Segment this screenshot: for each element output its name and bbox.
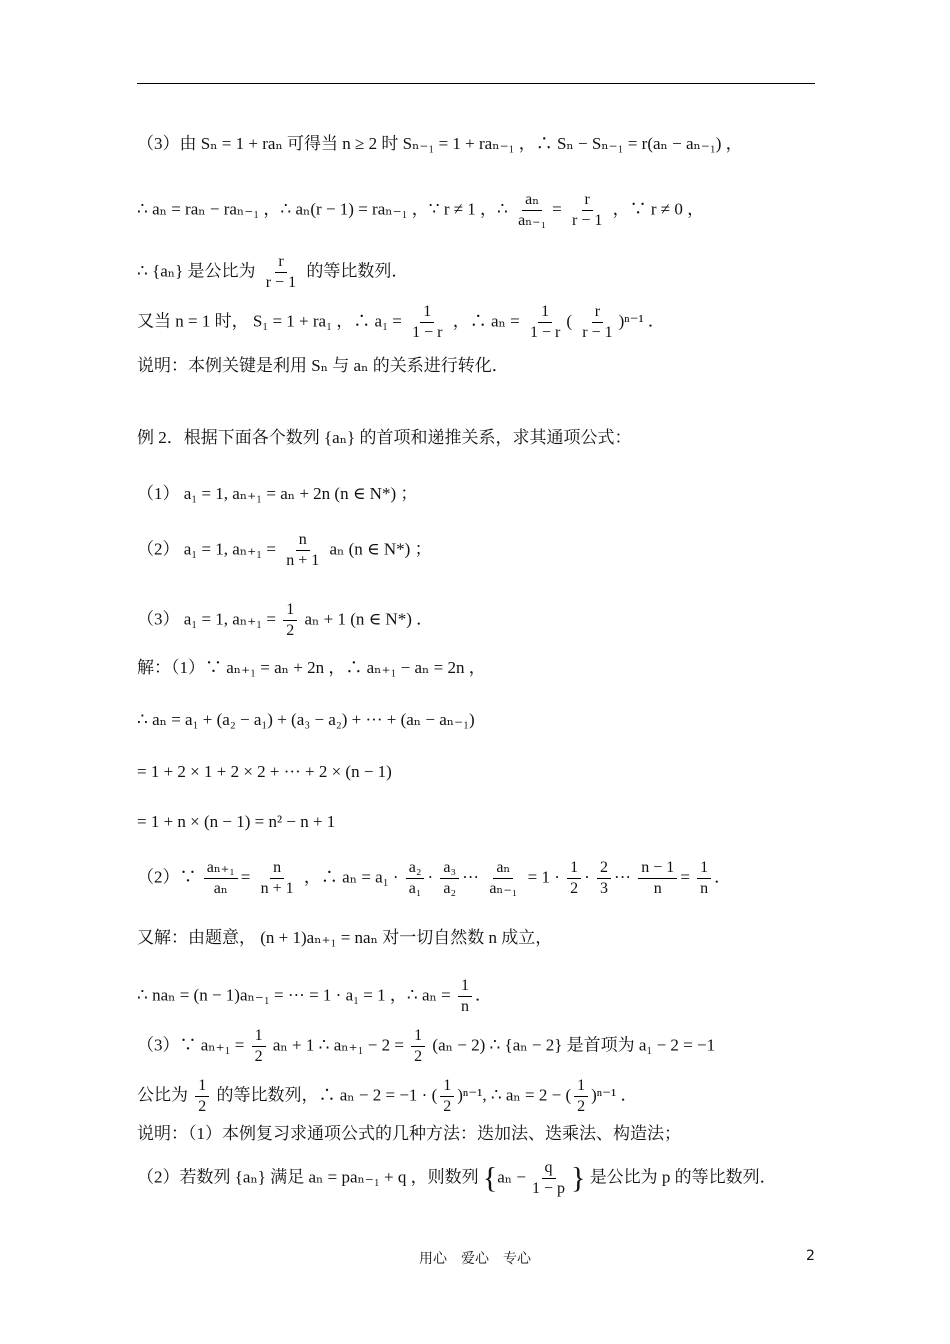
solution-part3-cont — [137, 1076, 637, 1117]
text: aₙ + 1 (n ∈ N*) ． — [304, 609, 434, 629]
denominator: 2 — [443, 1098, 452, 1115]
numerator: q — [542, 1158, 556, 1179]
text: （3）由 Sₙ = 1 + raₙ 可得当 n ≥ 2 时 Sₙ₋₁ = 1 + raₙ₋₁ ，∴ Sₙ − Sₙ₋₁ = r(aₙ − aₙ₋₁) ， — [137, 134, 743, 153]
denominator: n + 1 — [286, 552, 320, 569]
numerator: a₃ — [440, 858, 459, 879]
numerator: aₙ — [493, 858, 513, 879]
fraction — [486, 858, 520, 899]
text: aₙ − — [497, 1167, 526, 1187]
denominator: 1 − r — [529, 324, 561, 341]
text: （2）若数列 {aₙ} 满足 aₙ = paₙ₋₁ + q ，则数列 — [137, 1167, 479, 1187]
fraction — [458, 976, 472, 1017]
denominator: r − 1 — [572, 212, 603, 229]
text: ∴ aₙ = raₙ − raₙ₋₁ ，∴ aₙ(r − 1) = raₙ₋₁ ，∵ r ≠ 1 ，∴ — [137, 199, 508, 219]
example2-q2 — [137, 530, 432, 571]
text: 又当 n = 1 时， S₁ = 1 + ra₁ ，∴ a₁ = — [137, 311, 402, 331]
text: 又解：由题意， (n + 1)aₙ₊₁ = naₙ 对一切自然数 n 成立， — [137, 928, 553, 947]
numerator: 1 — [538, 302, 552, 323]
denominator: 1 − r — [412, 324, 443, 341]
example2-title — [137, 428, 631, 448]
numerator: 1 — [195, 1076, 209, 1097]
numerator: 1 — [283, 600, 297, 621]
denominator: n — [460, 998, 469, 1015]
text: ，∴ aₙ = — [452, 311, 520, 331]
denominator: aₙ₋₁ — [518, 212, 547, 229]
part3-note — [137, 356, 509, 376]
numerator: aₙ₊₁ — [204, 858, 238, 879]
numerator: r — [582, 190, 593, 211]
text: （3）∵ aₙ₊₁ = — [137, 1035, 245, 1055]
text: (aₙ − 2) ∴ {aₙ − 2} 是首项为 a₁ − 2 = −1 — [432, 1035, 716, 1055]
part3-line1 — [137, 134, 743, 154]
denominator: 1 − p — [532, 1180, 566, 1197]
fraction — [204, 858, 238, 899]
fraction — [258, 858, 297, 899]
denominator: n — [700, 880, 709, 897]
denominator: aₙ₋₁ — [489, 880, 518, 897]
solution-part2: （2）∵ $\frac{\text{aₙ₊₁}}{\text{aₙ}}$ = $\frac{n}{n + 1}$ ，∴ aₙ = a₁ · $\frac{\text{a₂}}{\text{a₁}}$ · $\frac{\text{a₃}}{\text{a₂}}$ ··· $\frac{\text{aₙ}}{\text{aₙ₋₁}}$ = 1 · $\frac{1}{2}$ · $\frac{2}{3}$ ··· $\frac{n - 1}{n}$ = $\frac{1}{n}$ ． — [137, 859, 732, 897]
fraction — [638, 858, 677, 899]
text: ∴ naₙ = (n − 1)aₙ₋₁ = ··· = 1 · a₁ = 1 ，∴ aₙ = — [137, 985, 451, 1005]
text: )ⁿ⁻¹ ． — [591, 1085, 638, 1105]
text: （3） a₁ = 1, aₙ₊₁ = — [137, 609, 276, 629]
solution-line2 — [137, 710, 475, 730]
part3-line4: 又当 n = 1 时， S₁ = 1 + ra₁ ，∴ a₁ = $\frac{1}{1 - r}$ ，∴ aₙ = $\frac{1}{1 - r}$ ( $\frac{r}{r - 1}$ )ⁿ⁻¹ ． — [137, 303, 665, 341]
fraction — [195, 1076, 209, 1117]
part3-line3 — [137, 252, 408, 293]
fraction — [579, 302, 615, 343]
numerator: n − 1 — [638, 858, 677, 879]
footer-motto: 用心 爱心 专心 — [419, 1251, 531, 1267]
denominator: 2 — [414, 1048, 423, 1065]
denominator: 2 — [286, 622, 295, 639]
fraction — [515, 190, 549, 231]
numerator: r — [275, 252, 286, 273]
example2-q1 — [137, 484, 417, 504]
fraction — [567, 858, 581, 899]
note-line2 — [137, 1158, 777, 1199]
text: )ⁿ⁻¹ ． — [618, 311, 665, 331]
text: （2） a₁ = 1, aₙ₊₁ = — [137, 539, 276, 559]
text: （1） a₁ = 1, aₙ₊₁ = aₙ + 2n (n ∈ N*) ； — [137, 484, 418, 503]
text: 公比为 — [137, 1085, 188, 1105]
example2-q3 — [137, 600, 433, 641]
fraction — [440, 1076, 454, 1117]
fraction — [529, 1158, 568, 1199]
fraction — [411, 1026, 425, 1067]
numerator: n — [296, 530, 310, 551]
fraction — [252, 1026, 266, 1067]
numerator: 1 — [440, 1076, 454, 1097]
numerator: a₂ — [406, 858, 425, 879]
numerator: 1 — [567, 858, 581, 879]
solution-line1 — [137, 658, 486, 678]
fraction — [440, 858, 459, 899]
text: ∴ {aₙ} 是公比为 — [137, 261, 256, 281]
numerator: n — [270, 858, 284, 879]
text: ，∴ aₙ = a₁ · — [303, 867, 399, 887]
fraction — [597, 858, 611, 899]
denominator: a₁ — [408, 880, 422, 897]
text: ∴ aₙ = a₁ + (a₂ − a₁) + (a₃ − a₂) + ··· + (aₙ − aₙ₋₁) — [137, 710, 475, 729]
header-rule — [137, 83, 815, 84]
numerator: 1 — [458, 976, 472, 997]
denominator: 2 — [570, 880, 579, 897]
text: aₙ (n ∈ N*) ； — [329, 539, 432, 559]
text: 例 2．根据下面各个数列 {aₙ} 的首项和递推关系，求其通项公式： — [137, 428, 632, 447]
denominator: r − 1 — [265, 274, 297, 291]
text: ，∵ r ≠ 0 ， — [612, 199, 705, 219]
text: 说明：（1）本例复习求通项公式的几种方法：迭加法、迭乘法、构造法； — [137, 1124, 681, 1143]
fraction — [283, 530, 322, 571]
fraction — [574, 1076, 588, 1117]
denominator: n — [653, 880, 662, 897]
solution-alt — [137, 928, 552, 948]
fraction — [263, 252, 299, 293]
text: （2）∵ — [137, 867, 197, 887]
text: 说明：本例关键是利用 Sₙ 与 aₙ 的关系进行转化． — [137, 356, 509, 375]
denominator: a₂ — [443, 880, 457, 897]
numerator: 2 — [597, 858, 611, 879]
solution-alt-result: ∴ naₙ = (n − 1)aₙ₋₁ = ··· = 1 · a₁ = 1 ，∴ aₙ = $\frac{1}{n}$ ． — [137, 977, 492, 1015]
solution-line4 — [137, 812, 335, 832]
fraction — [409, 302, 445, 343]
solution-part3 — [137, 1026, 715, 1067]
text: = 1 + n × (n − 1) = n² − n + 1 — [137, 812, 336, 831]
part3-line2: ∴ aₙ = raₙ − raₙ₋₁ ，∴ aₙ(r − 1) = raₙ₋₁ ，∵ r ≠ 1 ，∴ $\frac{\text{aₙ}}{\text{aₙ₋₁}}$ = $\frac{r}{r - 1}$ ，∵ r ≠ 0 ， — [137, 191, 705, 229]
text: 是公比为 p 的等比数列． — [589, 1167, 777, 1187]
text: = 1 + 2 × 1 + 2 × 2 + ··· + 2 × (n − 1) — [137, 762, 392, 781]
denominator: 3 — [600, 880, 609, 897]
text: )ⁿ⁻¹, ∴ aₙ = 2 − ( — [457, 1085, 572, 1105]
numerator: aₙ — [522, 190, 542, 211]
denominator: n + 1 — [260, 880, 294, 897]
numerator: 1 — [411, 1026, 425, 1047]
right-brace: } — [571, 1161, 586, 1195]
text: aₙ + 1 ∴ aₙ₊₁ − 2 = — [272, 1035, 404, 1055]
fraction — [697, 858, 711, 899]
denominator: 2 — [577, 1098, 586, 1115]
denominator: 2 — [254, 1048, 263, 1065]
text: = 1 · — [527, 867, 560, 887]
fraction — [569, 190, 605, 231]
denominator: aₙ — [213, 880, 228, 897]
numerator: 1 — [252, 1026, 266, 1047]
fraction — [283, 600, 297, 641]
text: 的等比数列． — [306, 261, 409, 281]
text: 解：（1）∵ aₙ₊₁ = aₙ + 2n ，∴ aₙ₊₁ − aₙ = 2n ， — [137, 658, 486, 677]
denominator: r − 1 — [582, 324, 613, 341]
fraction — [406, 858, 425, 899]
fraction — [527, 302, 563, 343]
solution-line3 — [137, 762, 392, 782]
left-brace: { — [482, 1161, 498, 1195]
page-number: 2 — [806, 1248, 815, 1264]
numerator: 1 — [420, 302, 434, 323]
numerator: 1 — [574, 1076, 588, 1097]
text: 的等比数列，∴ aₙ − 2 = −1 · ( — [216, 1085, 438, 1105]
numerator: 1 — [697, 858, 711, 879]
numerator: r — [592, 302, 603, 323]
denominator: 2 — [198, 1098, 207, 1115]
note-line1 — [137, 1124, 681, 1144]
